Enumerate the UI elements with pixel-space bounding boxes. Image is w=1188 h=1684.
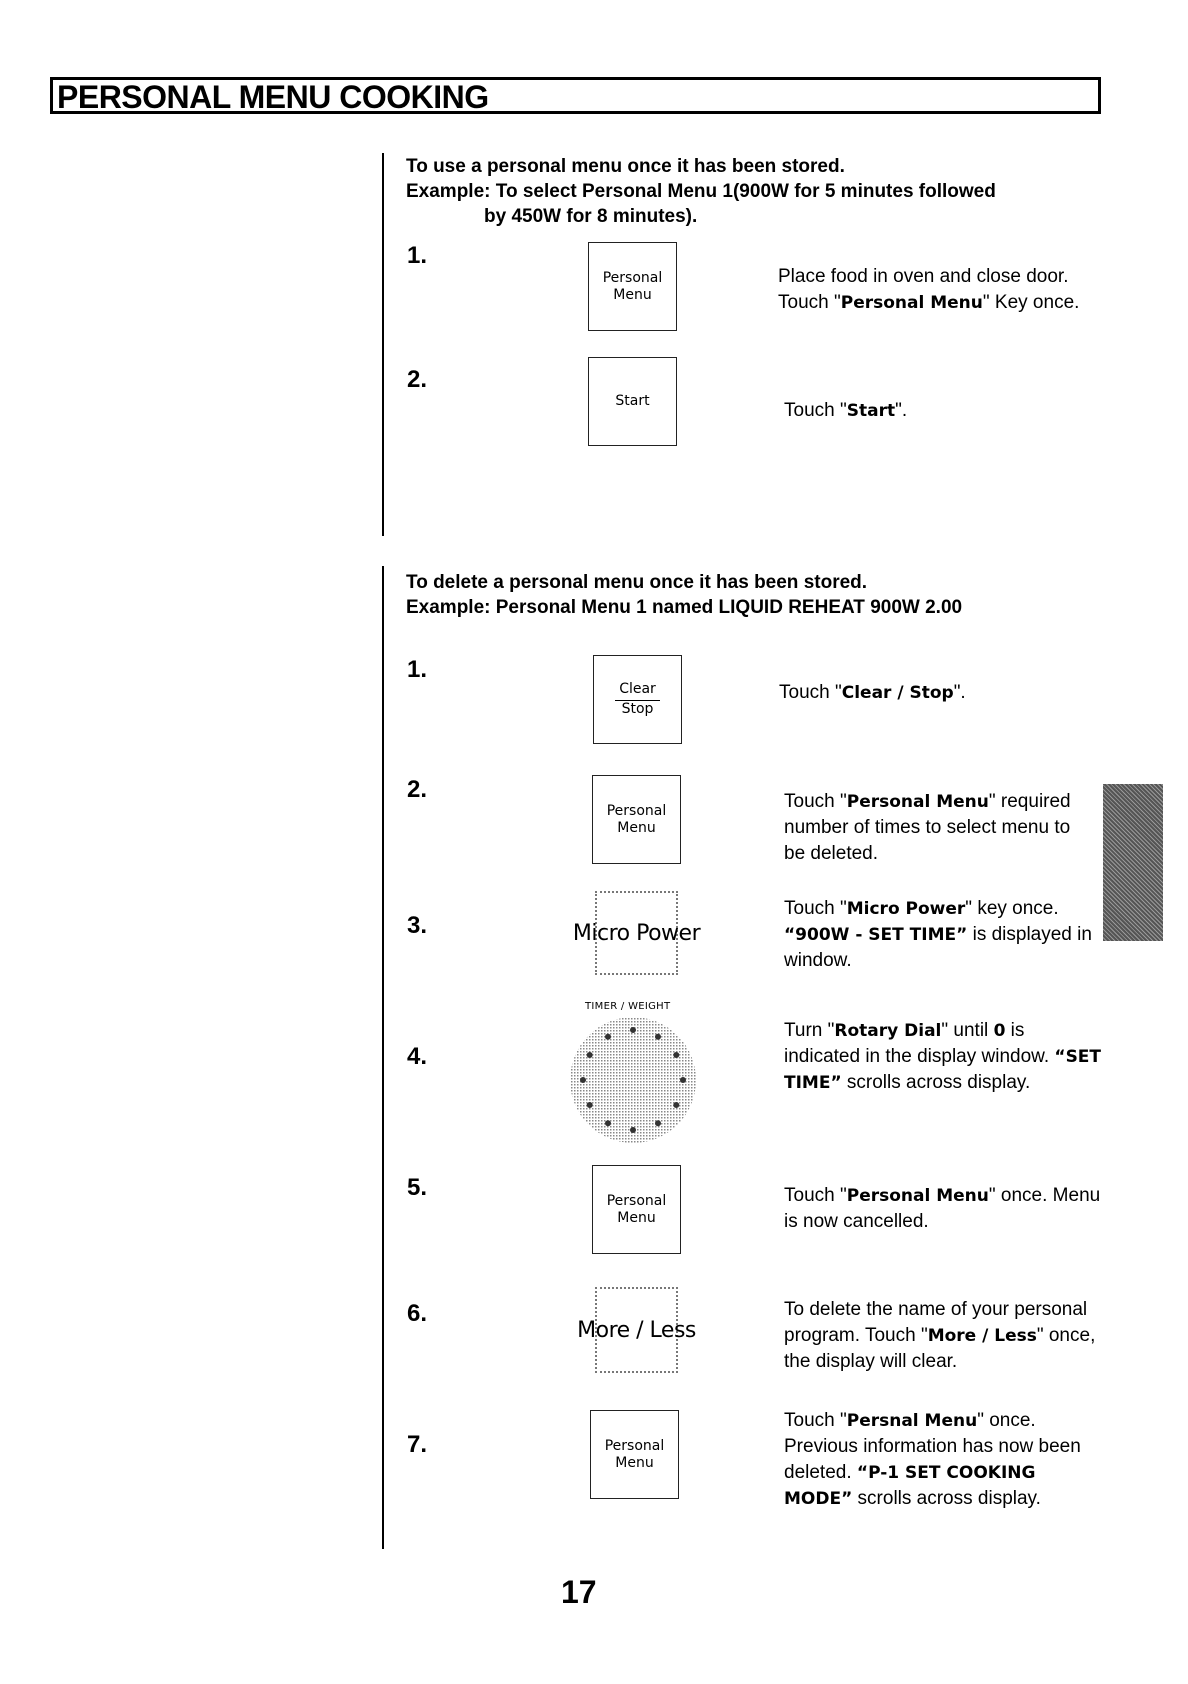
page-number: 17 [561,1574,597,1610]
dial-marker-dot [655,1120,661,1126]
step-number: 7. [407,1431,428,1458]
page-title-box [50,77,1101,114]
section-use-rule [382,153,384,536]
step-description: Touch "Micro Power" key once. “900W - SET TIME” is displayed in window. [784,898,1092,971]
dial-marker-dot [587,1052,593,1058]
step-number: 5. [407,1174,428,1201]
step-number: 1. [407,242,428,269]
dial-marker-dot [605,1034,611,1040]
intro-line: Example: Personal Menu 1 named LIQUID REHEAT 900W 2.00 [406,597,963,618]
intro-line: To delete a personal menu once it has been stored. [406,572,868,593]
key-label: More / Less [577,1317,696,1343]
page-title: PERSONAL MENU COOKING [57,79,489,115]
dial-marker-dot [580,1077,586,1083]
step-number: 6. [407,1300,428,1327]
step-number: 4. [407,1043,428,1070]
more-less-key [577,1287,696,1373]
personal-menu-key [590,1410,679,1499]
intro-line: by 450W for 8 minutes). [484,206,698,227]
key-label: Menu [617,1209,656,1226]
key-label: Stop [621,701,654,717]
step-number: 2. [407,776,428,803]
dial-marker-dot [673,1052,679,1058]
personal-menu-key [592,1165,681,1254]
micro-power-key [572,891,701,975]
section-delete-intro [406,570,962,620]
dial-marker-dot [630,1027,636,1033]
personal-menu-key [592,775,681,864]
step-description: Turn "Rotary Dial" until 0 is indicated in the display window. “SET TIME” scrolls across display. [784,1020,1102,1093]
section-use-intro [406,154,996,229]
key-label: Menu [615,1454,654,1471]
key-label: Personal [606,1192,667,1209]
step-number: 1. [407,656,428,683]
key-label: Clear [615,681,660,701]
clear-stop-key [593,655,682,744]
dial-marker-dot [673,1102,679,1108]
step-description: Touch "Clear / Stop". [779,682,966,703]
key-label: Personal [602,269,663,286]
section-delete-rule [382,566,384,1549]
step-description: Place food in oven and close door. Touch "Personal Menu" Key once. [778,266,1080,313]
step-number: 3. [407,912,428,939]
section-tab-marker [1103,784,1163,941]
step-description: Touch "Persnal Menu" once. Previous information has now been deleted. “P-1 SET COOKING MODE” scrolls across display. [784,1410,1081,1509]
dial-label: TIMER / WEIGHT [585,1001,671,1012]
step-description: Touch "Start". [784,400,908,421]
step-number: 2. [407,366,428,393]
key-label: Personal [606,802,667,819]
dial-marker-dot [605,1120,611,1126]
dial-marker-dot [630,1127,636,1133]
intro-line: To use a personal menu once it has been stored. [406,156,845,177]
key-label: Personal [604,1437,665,1454]
step-description: Touch "Personal Menu" once. Menu is now cancelled. [784,1185,1101,1232]
key-label: Menu [613,286,652,303]
key-label: Start [615,393,650,409]
dial-marker-dot [655,1034,661,1040]
dial-marker-dot [680,1077,686,1083]
personal-menu-key [588,242,677,331]
step-description: To delete the name of your personal program. Touch "More / Less" once, the display will clear. [784,1299,1096,1372]
dial-marker-dot [587,1102,593,1108]
key-label: Micro Power [572,920,701,946]
step-description: Touch "Personal Menu" required number of times to select menu to be deleted. [784,791,1071,864]
start-key [588,357,677,446]
rotary-dial-icon [568,1015,698,1145]
intro-line: Example: To select Personal Menu 1(900W for 5 minutes followed [406,181,996,202]
key-label: Menu [617,819,656,836]
